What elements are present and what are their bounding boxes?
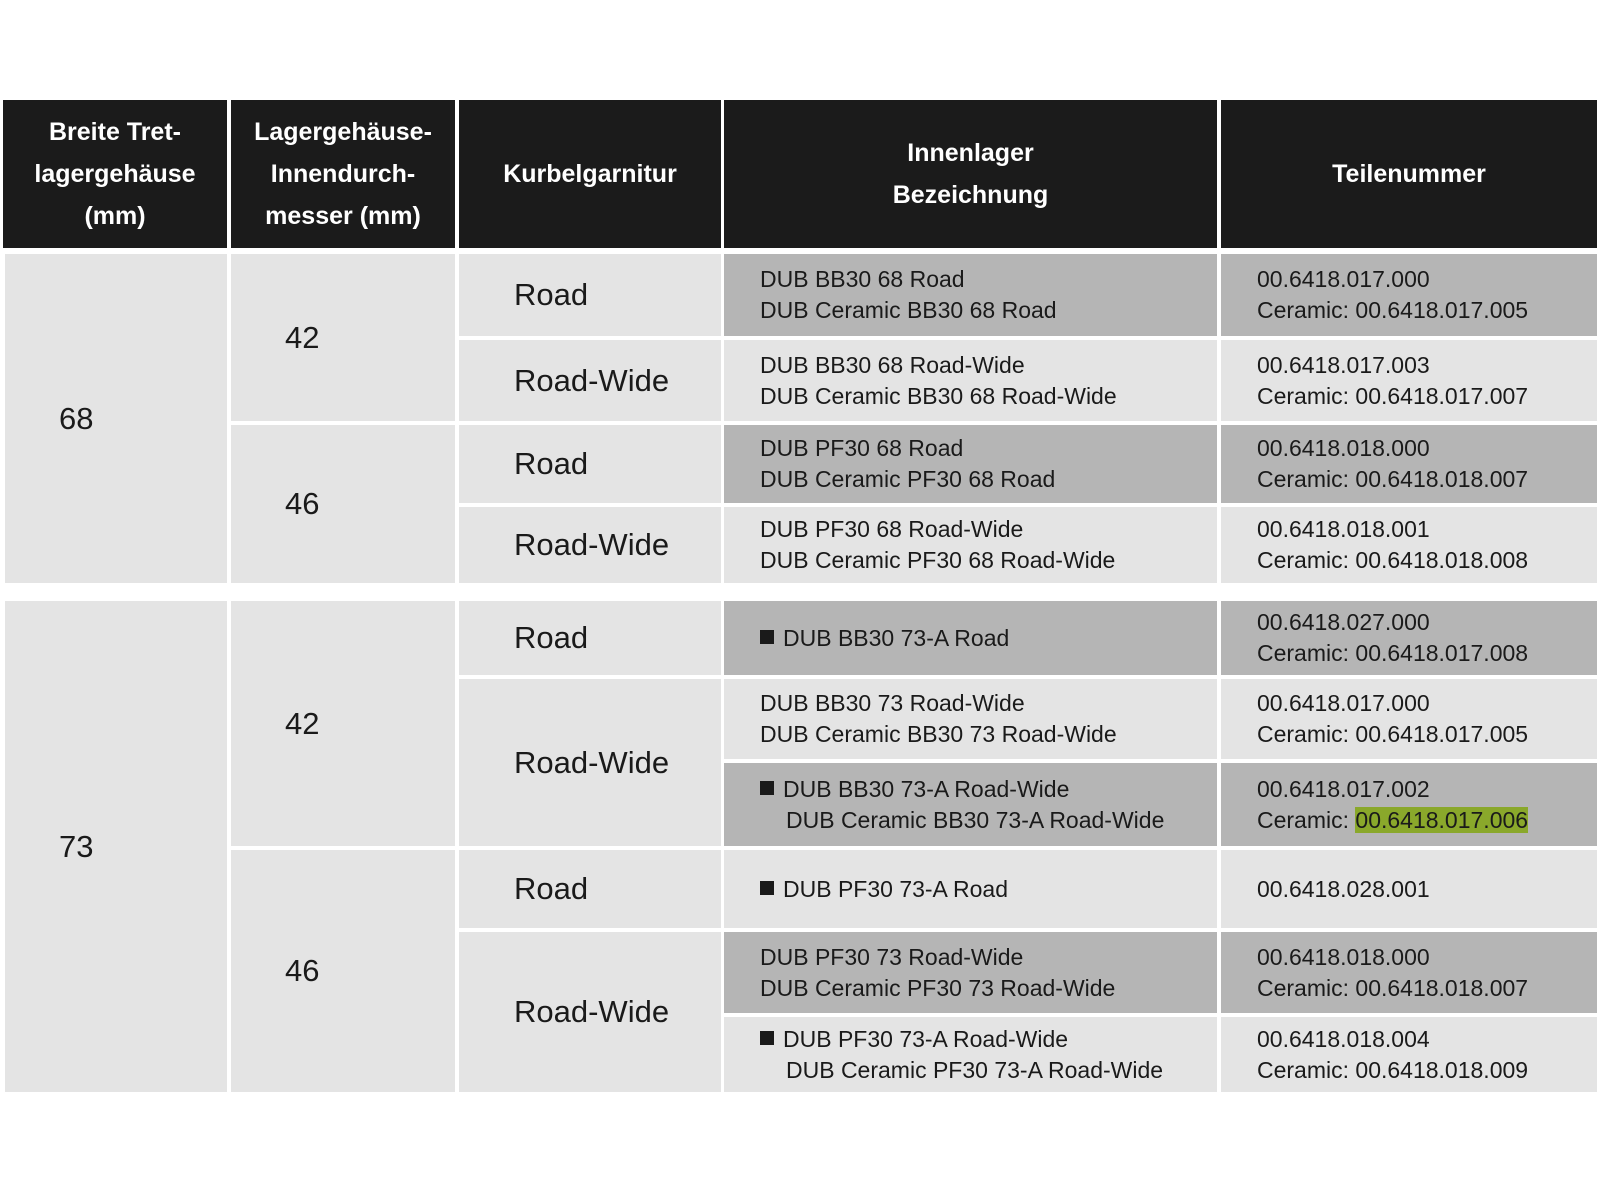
header-part-number-label: Teilenummer xyxy=(1332,160,1486,188)
crankset-label: Road xyxy=(514,446,589,481)
designation-line: DUB Ceramic PF30 73 Road-Wide xyxy=(760,974,1116,1001)
crankset-label: Road xyxy=(514,871,589,906)
diameter-value: 46 xyxy=(285,486,320,521)
designation-line: DUB Ceramic PF30 68 Road-Wide xyxy=(760,547,1116,573)
highlighted-part-number: 00.6418.017.006 xyxy=(1355,806,1529,833)
part-number-line: 00.6418.018.000 xyxy=(1257,943,1430,970)
designation-line: DUB BB30 73 Road-Wide xyxy=(760,690,1025,716)
designation-line: DUB BB30 68 Road-Wide xyxy=(760,351,1025,378)
part-number-cell xyxy=(1221,679,1597,759)
header-diameter xyxy=(231,100,455,248)
part-number-cell xyxy=(1221,850,1597,928)
header-diameter-line: Lagergehäuse- xyxy=(254,118,432,146)
designation-line: DUB PF30 68 Road xyxy=(760,435,964,461)
diameter-cell xyxy=(231,850,455,1092)
designation-text: DUB PF30 73-A Road xyxy=(783,875,1009,902)
designation-cell xyxy=(724,932,1217,1013)
header-width-line: Breite Tret- xyxy=(49,118,181,146)
diameter-value: 42 xyxy=(285,705,320,741)
part-number-line: Ceramic: 00.6418.018.009 xyxy=(1257,1056,1529,1083)
part-number-line: Ceramic: 00.6418.018.008 xyxy=(1257,547,1529,573)
crankset-cell xyxy=(459,340,721,421)
part-number-cell xyxy=(1221,425,1597,503)
designation-line: DUB Ceramic BB30 73-A Road-Wide xyxy=(786,806,1165,833)
width-value: 73 xyxy=(59,828,94,864)
part-number-cell xyxy=(1221,601,1597,675)
designation-line: DUB Ceramic BB30 73 Road-Wide xyxy=(760,721,1117,747)
header-crankset-label: Kurbelgarnitur xyxy=(503,160,677,188)
designation-line xyxy=(760,874,1008,905)
header-part-number xyxy=(1221,100,1597,248)
part-number-line xyxy=(1257,805,1528,836)
header-designation xyxy=(724,100,1217,248)
header-designation-line: Innenlager xyxy=(907,139,1034,167)
part-number-line: Ceramic: 00.6418.017.007 xyxy=(1257,382,1529,409)
crankset-label: Road xyxy=(514,620,589,655)
header-diameter-line: Innendurch- xyxy=(270,160,416,188)
header-width-line: (mm) xyxy=(84,202,146,230)
designation-cell xyxy=(724,254,1217,336)
diameter-cell xyxy=(231,425,455,583)
crankset-cell xyxy=(459,850,721,928)
part-number-line: 00.6418.017.002 xyxy=(1257,775,1430,802)
designation-line xyxy=(760,623,1009,654)
designation-cell xyxy=(724,340,1217,421)
designation-text: DUB PF30 73-A Road-Wide xyxy=(783,1025,1069,1052)
square-bullet-icon xyxy=(760,1031,774,1045)
part-number-line: 00.6418.017.003 xyxy=(1257,351,1430,378)
width-value: 68 xyxy=(59,400,94,436)
diameter-value: 46 xyxy=(285,953,320,988)
crankset-label: Road-Wide xyxy=(514,744,670,780)
header-crankset xyxy=(459,100,721,248)
part-number-line: Ceramic: 00.6418.017.005 xyxy=(1257,297,1529,323)
diameter-value: 42 xyxy=(285,319,320,355)
designation-text: DUB BB30 73-A Road-Wide xyxy=(783,775,1070,802)
part-number-cell xyxy=(1221,763,1597,846)
part-number-cell xyxy=(1221,340,1597,421)
crankset-label: Road-Wide xyxy=(514,527,670,562)
crankset-cell xyxy=(459,679,721,846)
designation-cell xyxy=(724,425,1217,503)
designation-line: DUB BB30 68 Road xyxy=(760,266,965,292)
designation-cell xyxy=(724,1017,1217,1092)
designation-line xyxy=(760,1024,1163,1055)
diameter-cell xyxy=(231,601,455,846)
width-68-cell xyxy=(5,254,227,583)
ceramic-label: Ceramic: xyxy=(1257,806,1356,833)
width-73-cell xyxy=(5,601,227,1092)
diameter-cell xyxy=(231,254,455,421)
crankset-label: Road-Wide xyxy=(514,994,670,1029)
part-number-line: Ceramic: 00.6418.018.007 xyxy=(1257,974,1529,1001)
part-number-cell xyxy=(1221,932,1597,1013)
part-number-cell xyxy=(1221,507,1597,583)
square-bullet-icon xyxy=(760,781,774,795)
crankset-cell xyxy=(459,254,721,336)
square-bullet-icon xyxy=(760,630,774,644)
header-width-line: lagergehäuse xyxy=(34,160,196,188)
part-number-line: Ceramic: 00.6418.017.008 xyxy=(1257,640,1529,666)
crankset-cell xyxy=(459,507,721,583)
part-number-line: Ceramic: 00.6418.018.007 xyxy=(1257,466,1529,492)
designation-cell xyxy=(724,850,1217,928)
designation-cell xyxy=(724,601,1217,675)
header-designation-line: Bezeichnung xyxy=(892,181,1049,209)
designation-line: DUB Ceramic PF30 73-A Road-Wide xyxy=(786,1056,1164,1083)
header-diameter-line: messer (mm) xyxy=(265,202,421,230)
part-number-line: 00.6418.018.000 xyxy=(1257,435,1430,461)
part-number-line: 00.6418.018.004 xyxy=(1257,1025,1430,1052)
part-number-line: 00.6418.028.001 xyxy=(1257,875,1430,902)
crankset-label: Road xyxy=(514,277,589,312)
designation-text: DUB BB30 73-A Road xyxy=(783,624,1010,651)
part-number-cell xyxy=(1221,1017,1597,1092)
crankset-cell xyxy=(459,601,721,675)
designation-line: DUB Ceramic BB30 68 Road-Wide xyxy=(760,382,1117,409)
part-number-line: 00.6418.017.000 xyxy=(1257,266,1430,292)
part-number-line: Ceramic: 00.6418.017.005 xyxy=(1257,721,1529,747)
part-number-line: 00.6418.018.001 xyxy=(1257,516,1430,542)
part-number-cell xyxy=(1221,254,1597,336)
crankset-label: Road-Wide xyxy=(514,362,670,398)
crankset-cell xyxy=(459,932,721,1092)
designation-line xyxy=(760,774,1164,805)
crankset-cell xyxy=(459,425,721,503)
square-bullet-icon xyxy=(760,881,774,895)
designation-line: DUB PF30 68 Road-Wide xyxy=(760,516,1024,542)
designation-cell xyxy=(724,507,1217,583)
part-number-line: 00.6418.027.000 xyxy=(1257,609,1430,635)
designation-line: DUB Ceramic BB30 68 Road xyxy=(760,297,1057,323)
designation-cell xyxy=(724,679,1217,759)
designation-line: DUB PF30 73 Road-Wide xyxy=(760,943,1024,970)
part-number-line: 00.6418.017.000 xyxy=(1257,690,1430,716)
designation-cell xyxy=(724,763,1217,846)
header-width xyxy=(3,100,227,248)
designation-line: DUB Ceramic PF30 68 Road xyxy=(760,466,1056,492)
